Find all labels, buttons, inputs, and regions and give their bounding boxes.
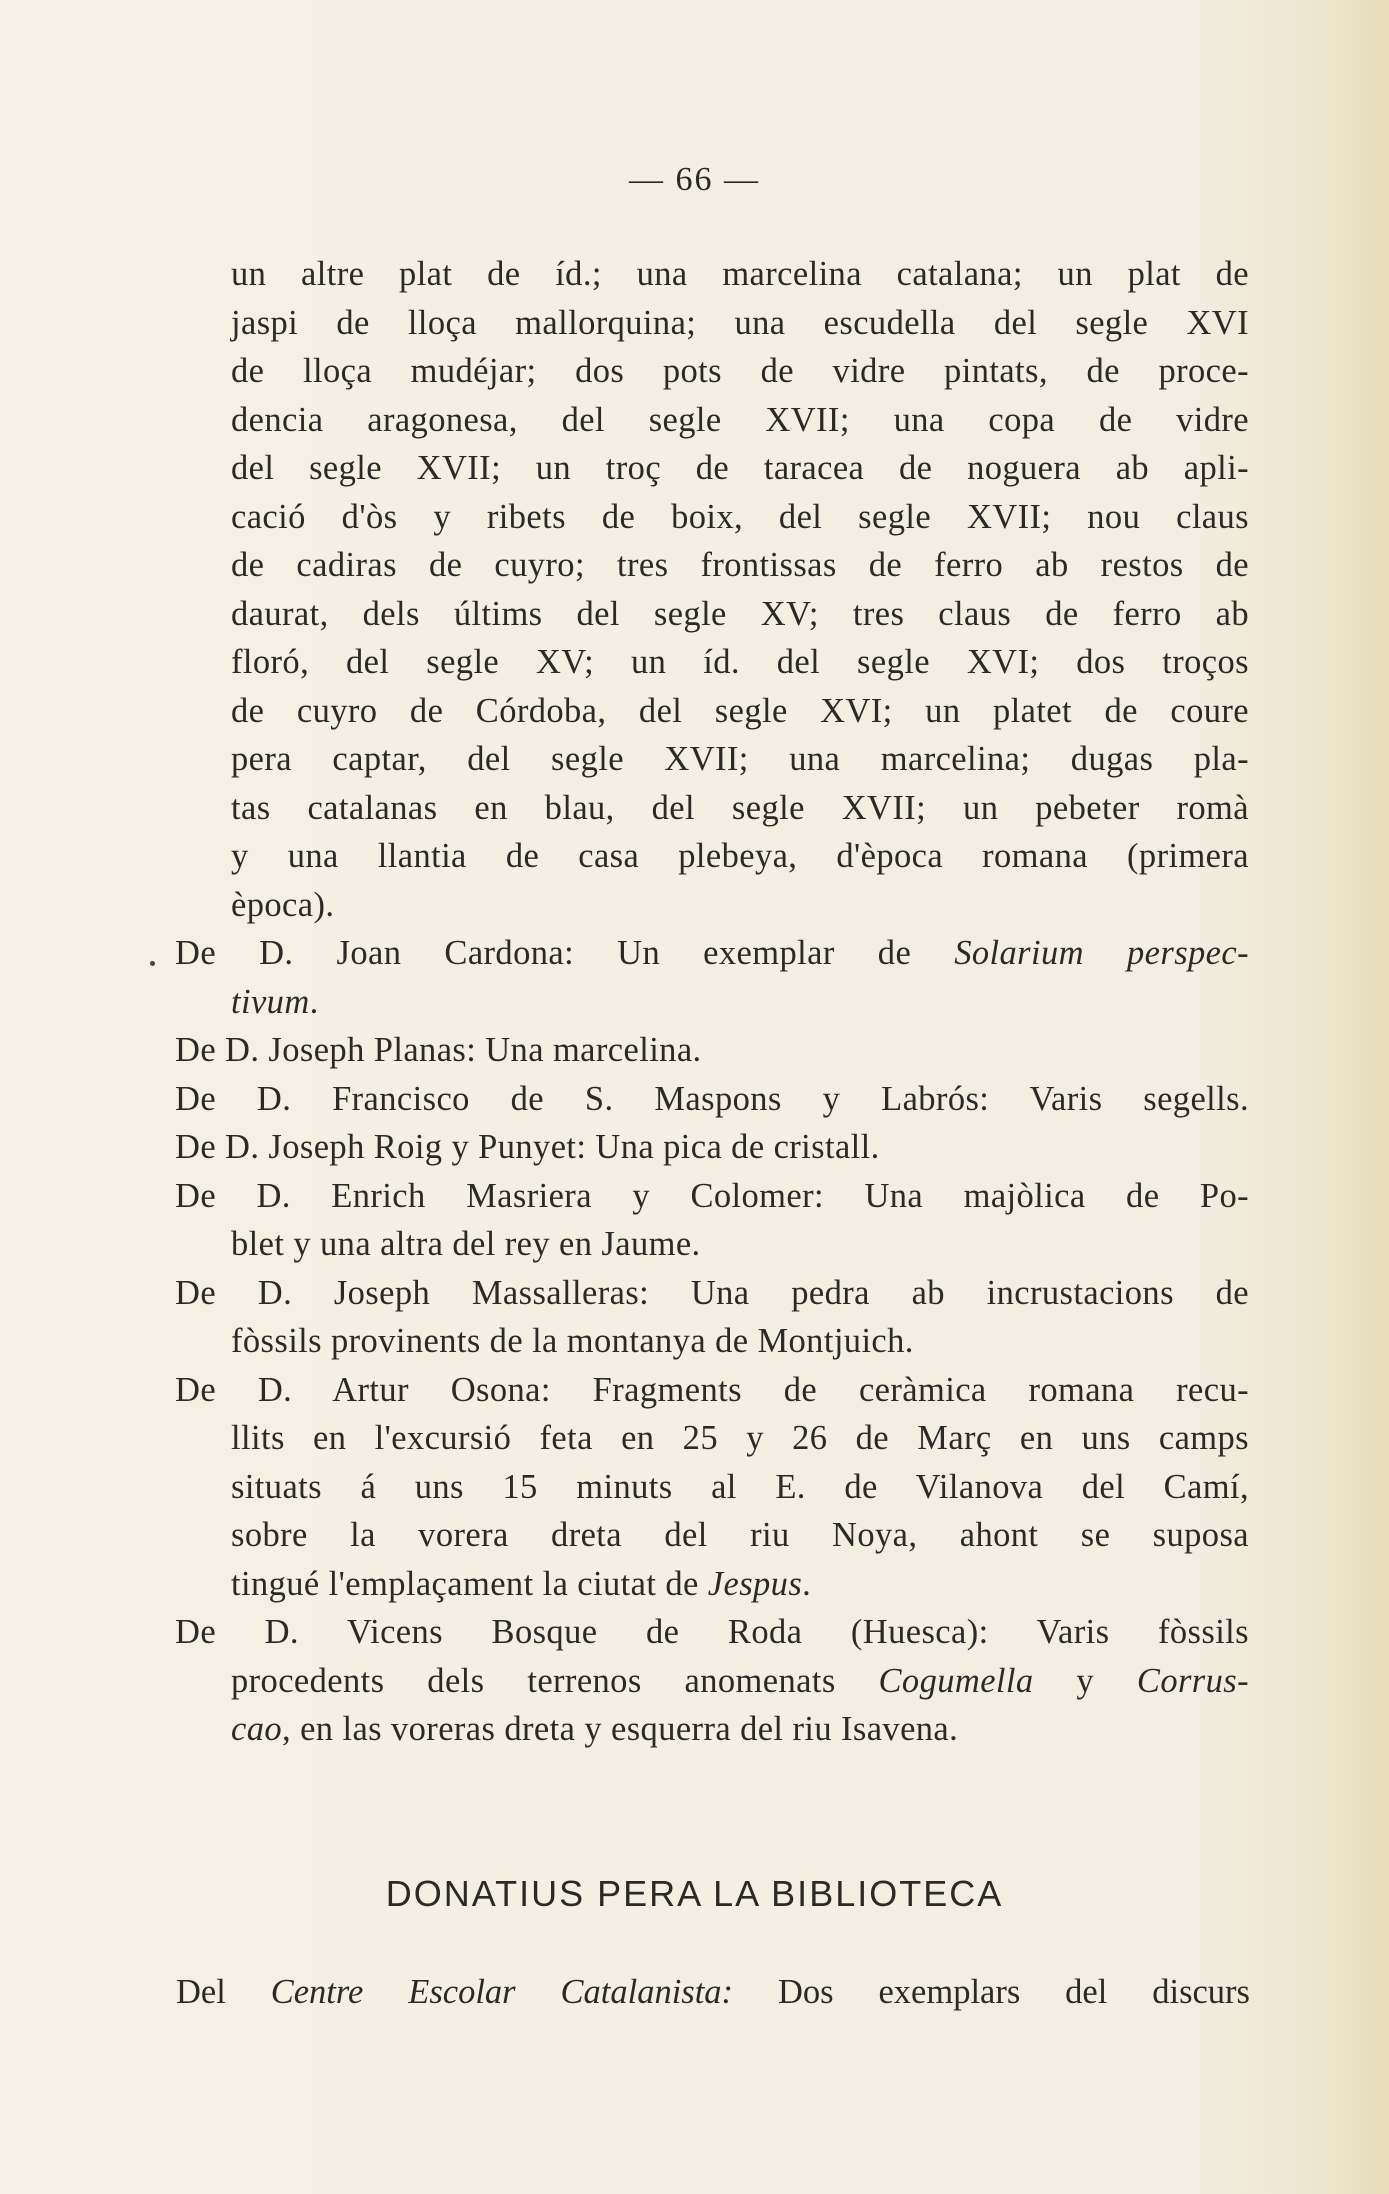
donation-entry-line: situats á uns 15 minuts al E. de Vilanova del Camí, [231,1467,1249,1506]
donation-entry-line: blet y una altra del rey en Jaume. [231,1225,701,1263]
donation-entry-first-line: De D. Joan Cardona: Un exemplar de Solarium perspec- [175,934,1249,972]
donation-entry-first-line: De D. Joseph Planas: Una marcelina. [175,1031,702,1069]
library-donation-line: Del Centre Escolar Catalanista: Dos exemplars del discurs [176,1973,1250,2011]
text-line: de cuyro de Córdoba, del segle XVI; un platet de coure [231,691,1249,730]
text-line: època). [231,885,335,924]
margin-dot-mark [150,961,155,966]
donation-entry-line: cao, en las voreras dreta y esquerra del riu Isavena. [231,1710,959,1748]
donation-entry-first-line: De D. Joseph Roig y Punyet: Una pica de cristall. [175,1128,880,1166]
donation-entry-line: fòssils provinents de la montanya de Montjuich. [231,1322,914,1360]
donation-entry-first-line: De D. Francisco de S. Maspons y Labrós: Varis segells. [175,1079,1249,1118]
text-line: de lloça mudéjar; dos pots de vidre pintats, de proce- [231,352,1249,390]
text-line: pera captar, del segle XVII; una marcelina; dugas pla- [231,740,1249,778]
text-line: dencia aragonesa, del segle XVII; una copa de vidre [231,400,1249,439]
text-line: de cadiras de cuyro; tres frontissas de ferro ab restos de [231,546,1249,584]
donation-entry-line: tingué l'emplaçament la ciutat de Jespus. [231,1564,812,1603]
text-line: y una llantia de casa plebeya, d'època romana (primera [231,837,1249,875]
text-line: tas catalanas en blau, del segle XVII; un pebeter romà [231,788,1249,827]
donation-entry-first-line: De D. Enrich Masriera y Colomer: Una majòlica de Po- [175,1176,1249,1215]
main-text [175,250,1249,1754]
text-line: un altre plat de íd.; una marcelina catalana; un plat de [231,255,1249,293]
section-heading: DONATIUS PERA LA BIBLIOTECA [385,1873,1004,1914]
donation-entry-first-line: De D. Vicens Bosque de Roda (Huesca): Varis fòssils [175,1613,1249,1651]
donation-entry-line: sobre la vorera dreta del riu Noya, ahont se suposa [231,1516,1249,1554]
text-line: daurat, dels últims del segle XV; tres claus de ferro ab [231,594,1249,633]
text-line: floró, del segle XV; un íd. del segle XVI; dos troços [231,643,1249,681]
text-line: del segle XVII; un troç de taracea de noguera ab apli- [231,449,1249,487]
donation-entry-line: procedents dels terrenos anomenats Cogumella y Corrus- [231,1661,1249,1700]
donation-entry-line: tivum. [231,982,319,1021]
page-number: — 66 — [629,161,760,198]
donation-entry-first-line: De D. Artur Osona: Fragments de ceràmica romana recu- [175,1370,1249,1409]
text-line: cació d'òs y ribets de boix, del segle XVII; nou claus [231,497,1249,536]
donation-entry-line: llits en l'excursió feta en 25 y 26 de Març en uns camps [231,1419,1249,1457]
text-line: jaspi de lloça mallorquina; una escudella del segle XVI [231,303,1249,342]
donation-entry-first-line: De D. Joseph Massalleras: Una pedra ab incrustacions de [175,1273,1249,1312]
